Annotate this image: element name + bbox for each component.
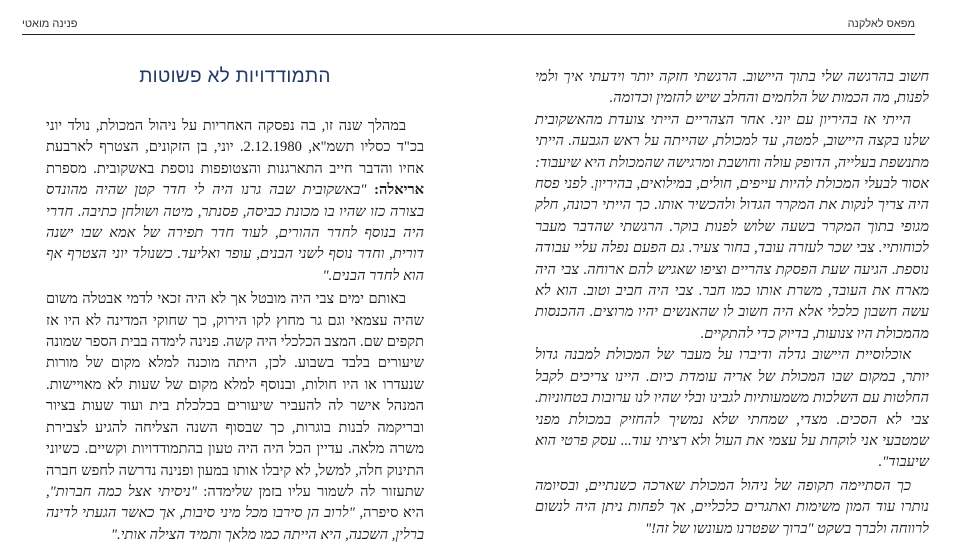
speaker-name: אריאלה: bbox=[374, 182, 424, 199]
section-title: התמודדויות לא פשוטות bbox=[139, 66, 331, 87]
right-column bbox=[535, 67, 929, 540]
paragraph bbox=[46, 289, 424, 546]
paragraph: אוכלוסיית היישוב גדלה ודיברו על מעבר של המכולת למבנה גדול יותר, במקום שבו המכולת של אריה עומדת כיום. היינו צריכים לקבל החלטות עם השלכות משמעותיות לגבינו ובלי שהיו לנו ערובות בטחוניות. צבי לא הסכים. מצדי, שמחתי שלא נמשיך להחזיק במכולת מפני שמטבעי אני לוקחת על עצמי את העול ולא רציתי עוד... עסק פרטי הוא שיעבוד". bbox=[535, 347, 929, 471]
left-column bbox=[46, 116, 424, 546]
running-header bbox=[22, 16, 915, 35]
book-title: מפאס לאלקנה bbox=[847, 18, 915, 30]
paragraph-text: במהלך שנה זו, בה נפסקה האחריות על ניהול המכולת, נולד יוני בכ"ד כסליו תשמ"א, 2.12.1980. יוני, בן הזקונים, הצטרף לארבעת אחיו והדבר חייב התארגנות והצטופפות נוספת באשקובית. מספרת bbox=[46, 118, 425, 177]
paragraph: חשוב בהרגשה שלי בתוך היישוב. הרגשתי חזקה יותר וידעתי איך ולמי לפנות, מה הכמות של הלחמים והחלב שיש להזמין וכדומה. bbox=[535, 69, 929, 107]
paragraph bbox=[46, 116, 424, 287]
paragraph: כך הסתיימה תקופה של ניהול המכולת שארכה כשנתיים, ובסיומה נותרו עוד המון משימות ואתגרים כלכליים, אך לפחות ניתן היה לנשום לרווחה ולברך בשקט "ברוך שפטרנו מעונשו של זה!" bbox=[535, 477, 929, 537]
quote-text: "ניסיתי אצל כמה חברות" bbox=[49, 483, 198, 500]
quote-text: "באשקובית שבה גרנו היה לי חדר קטן שהיה מהונדס בצורה כזו שהיו בו מכונת כביסה, פסנתר, מיטה ושולחן כתיבה. חדרי היה בנוסף לחדר ההורים, לעוד חדר תפירה של אמא שבו ישנה דורית, וחדר נוסף לשני הבנים, עופר ואליעד. כשנולד יוני הצטרף אף הוא לחדר הבנים." bbox=[46, 182, 424, 284]
paragraph: הייתי אז בהיריון עם יוני. אחר הצהריים הייתי צועדת מהאשקובית שלנו בקצה היישוב, למטה, עד למכולת, שהייתה על ראש הגבעה. הייתי מתנשפת בעלייה, הדופק עולה וחושבת ומרגישה שהמכולת היא שיעבוד: אסור לבעלי המכולת להיות עייפים, חולים, במילואים, בהיריון. לפני פסח היה צריך לנקות את המקרר הגדול ולהכשיר אותו. כך הייתי רכונה, חלק מגופי בתוך המקרר בשעה שלוש לפנות בוקר. הרגשתי שהדבר מעבר לכוחותיי. צבי שכר לעזרה עובד, בחור צעיר. גם הפעם נפלה עליי עבודה נוספת. הגיעה שעת הפסקת צהריים וציפו שאגיש להם ארוחה. צבי היה מארח את העובד, משרת אותו כמו חבר. צבי היה חביב וטוב. הוא לא עשה חשבון כלכלי אלא היה חשוב לו שהאנשים יהיו מרוצים. ההכנסות מהמכולת היו צנועות, בדיוק כדי להתקיים. bbox=[535, 111, 929, 342]
author-name: פנינה מואטי bbox=[22, 18, 78, 30]
paragraph-text: באותם ימים צבי היה מובטל אך לא היה זכאי לדמי אבטלה משום שהיה עצמאי וגם גר מחוץ לקו הירוק, כך שחוקי המדינה לא היו אז תקפים שם. המצב הכלכלי היה קשה. פנינה לימדה בבית הספר שמונה שיעורים בלבד בשבוע. לכן, היתה מוכנה למלא מקום של מורות שנעדרו או היו חולות, ובנוסף למלא מקום של שעות לא מאויישות. המנהל אישר לה להעביר שיעורים בכלכלת בית ועוד שעות בציור ובריקמה לבנות בוגרות, כך שבסוף השנה הצליחה להגיע לצבירת משרה מלאה. עדיין הכל היה היה טעון בהתמודדויות וקשיים. כשיוני התינוק חלה, למשל, לא קיבלו אותו במעון ופנינה נדרשה לחפש חברה שתעזור לה לשמור עליו בזמן שלימדה: bbox=[46, 291, 424, 500]
paragraph-text: , היא סיפרה, bbox=[46, 483, 424, 522]
quote-text: "לרוב הן סירבו מכל מיני סיבות, אך כאשר הגעתי לדינה ברלין, השכנה, היא הייתה כמו מלאך ותמיד הצילה אותי." bbox=[46, 505, 424, 543]
